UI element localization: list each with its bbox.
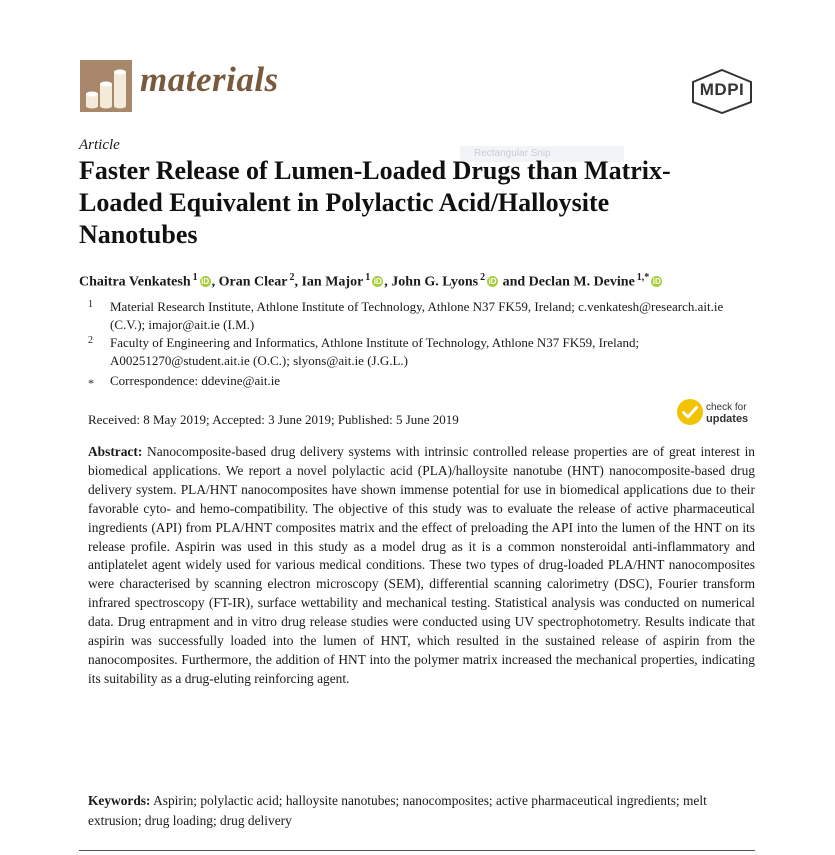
author-affil: 1 — [365, 272, 371, 283]
divider — [79, 850, 755, 851]
orcid-icon[interactable]: iD — [488, 276, 497, 286]
author-list: Chaitra Venkatesh $^1$ iD , Oran Clear $^2$, Ian Major $^1$ iD , John G. Lyons $^2$ iD and Declan M. Devine $^{1,*}$ iD — [79, 272, 661, 290]
publisher-name: MDPI — [699, 80, 745, 99]
publisher-logo — [690, 68, 754, 119]
author-affil: 1,* — [636, 272, 650, 283]
keywords-label: Keywords: — [88, 793, 151, 808]
check-badge-icon — [676, 398, 704, 426]
author-affil: 2 — [480, 272, 486, 283]
author-name[interactable]: Chaitra Venkatesh — [79, 274, 191, 290]
orcid-icon[interactable]: iD — [652, 276, 661, 286]
orcid-icon[interactable]: iD — [373, 276, 382, 286]
author-name[interactable]: Declan M. Devine — [528, 274, 635, 290]
journal-name: materials — [140, 60, 279, 99]
journal-logo-icon — [80, 60, 132, 112]
author-name[interactable]: Ian Major — [301, 274, 364, 290]
abstract-label: Abstract: — [88, 444, 143, 459]
article-title: Faster Release of Lumen-Loaded Drugs than Matrix-Loaded Equivalent in Polylactic Acid/Halloysite Nanotubes — [79, 156, 671, 249]
abstract-text: Nanocomposite-based drug delivery systems with intrinsic controlled release properties are of great interest in biomedical applications. We report a novel polylactic acid (PLA)/halloysite nanotube (HNT) nanocomposite-based drug delivery system. PLA/HNT nanocomposites have shown immense potential for use in biomedical applications due to their favorable cyto- and hemo-compatibility. The objective of this study was to evaluate the release of active pharmaceutical ingredients (API) from PLA/HNT composites matrix and the effect of preloading the API into the lumen of the HNT on its release profile. Aspirin was used in this study as a model drug as it is a common nonsteroidal anti-inflammatory and antiplatelet agent widely used for various medical conditions. These two types of drug-loaded PLA/HNT nanocomposites were characterised by scanning electron microscopy (SEM), differential scanning calorimetry (DSC), Fourier transform infrared spectroscopy (FT-IR), surface wettability and mechanical testing. Statistical analysis was conducted on numerical data. Drug entrapment and in vitro drug release studies were conducted using UV spectrophotometry. Results indicate that aspirin was successfully loaded into the lumen of HNT, which resulted in the sustained release of aspirin from the nanocomposites. Furthermore, the addition of HNT into the polymer matrix increased the mechanical properties, indicating its suitability as a drug-eluting reinforcing agent. — [88, 444, 755, 686]
abstract — [88, 443, 755, 689]
keywords — [88, 791, 755, 830]
article-type: Article — [79, 137, 120, 153]
author-name[interactable]: Oran Clear — [218, 274, 288, 290]
keywords-text: Aspirin; polylactic acid; halloysite nanotubes; nanocomposites; active pharmaceutical ingredients; melt extrusion; drug loading; drug delivery — [88, 793, 707, 828]
check-for-updates-button[interactable] — [676, 398, 704, 431]
author-affil: 2 — [289, 272, 295, 283]
journal-logo — [80, 60, 132, 112]
author-name[interactable]: John G. Lyons — [391, 274, 479, 290]
snip-overlay-label: Rectangular Snip — [460, 146, 624, 162]
publication-dates: Received: 8 May 2019; Accepted: 3 June 2019; Published: 5 June 2019 — [88, 412, 459, 427]
author-affil: 1 — [192, 272, 198, 283]
orcid-icon[interactable]: iD — [201, 276, 210, 286]
check-for-updates-label[interactable]: check for updates — [706, 402, 749, 425]
